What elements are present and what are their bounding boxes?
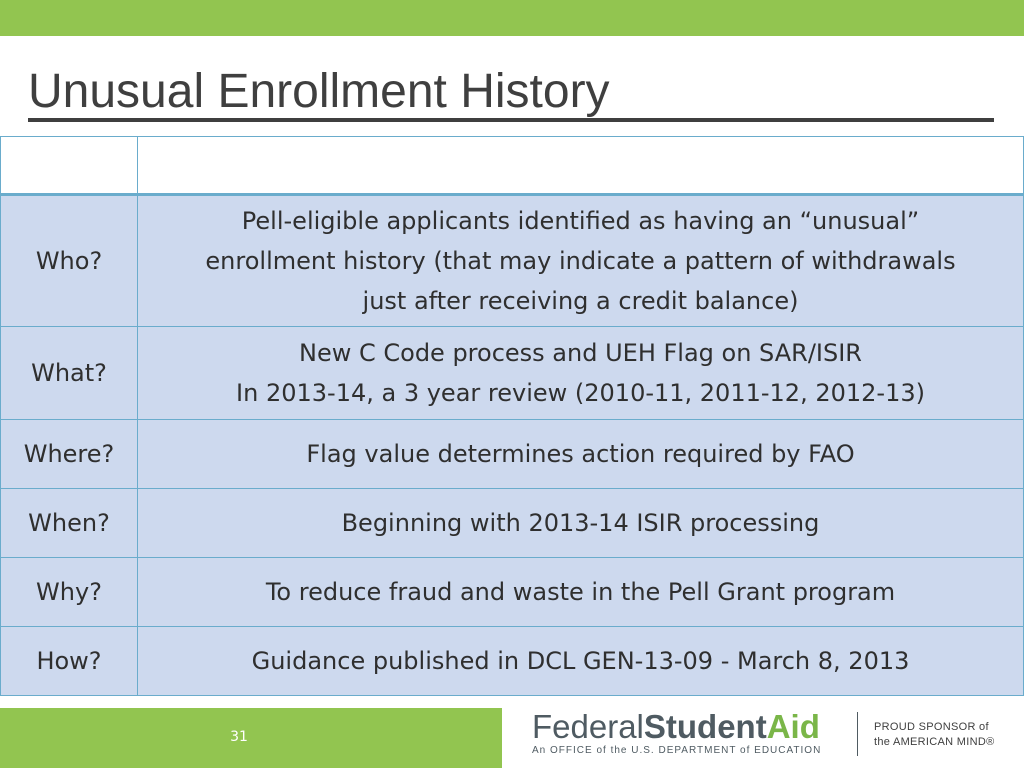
answer-cell bbox=[138, 558, 1024, 627]
question-cell: What? bbox=[1, 327, 138, 420]
question-cell: Why? bbox=[1, 558, 138, 627]
answer-line: Beginning with 2013-14 ISIR processing bbox=[341, 509, 820, 537]
answer-cell bbox=[138, 327, 1024, 420]
question-cell: Where? bbox=[1, 420, 138, 489]
answer-line: New C Code process and UEH Flag on SAR/ISIR bbox=[299, 339, 862, 367]
logo-student-text: Student bbox=[643, 708, 767, 745]
answer-line: Flag value determines action required by FAO bbox=[306, 440, 855, 468]
answer-line: just after receiving a credit balance) bbox=[362, 287, 799, 315]
answer-cell bbox=[138, 489, 1024, 558]
federal-student-aid-logo bbox=[532, 708, 1012, 762]
table-row-who bbox=[1, 195, 1024, 327]
top-accent-bar bbox=[0, 0, 1024, 36]
logo-divider bbox=[857, 712, 858, 756]
question-cell: When? bbox=[1, 489, 138, 558]
logo-federal-text: Federal bbox=[532, 708, 644, 745]
logo-wordmark bbox=[532, 708, 820, 746]
table-row-where bbox=[1, 420, 1024, 489]
sponsor-line-2: the AMERICAN MIND® bbox=[874, 736, 995, 748]
sponsor-tagline bbox=[874, 720, 994, 750]
logo-subtitle: An OFFICE of the U.S. DEPARTMENT of EDUCATION bbox=[532, 745, 822, 756]
logo-aid-text: Aid bbox=[766, 708, 820, 745]
sponsor-line-1: PROUD SPONSOR of bbox=[874, 721, 989, 733]
question-cell: How? bbox=[1, 627, 138, 696]
table-header-row bbox=[1, 137, 1024, 195]
page-number: 31 bbox=[230, 729, 248, 745]
slide-title: Unusual Enrollment History bbox=[28, 65, 610, 118]
info-table bbox=[0, 136, 1024, 696]
answer-line: enrollment history (that may indicate a pattern of withdrawals bbox=[205, 247, 956, 275]
question-cell: Who? bbox=[1, 195, 138, 327]
answer-cell bbox=[138, 627, 1024, 696]
answer-line: Pell-eligible applicants identified as having an “unusual” bbox=[241, 207, 920, 235]
table-row-what bbox=[1, 327, 1024, 420]
answer-cell bbox=[138, 195, 1024, 327]
title-underline bbox=[28, 118, 994, 122]
table-header-cell-left bbox=[1, 137, 138, 195]
answer-line: To reduce fraud and waste in the Pell Grant program bbox=[265, 578, 896, 606]
table-row-how bbox=[1, 627, 1024, 696]
table-row-why bbox=[1, 558, 1024, 627]
table-header-cell-right bbox=[138, 137, 1024, 195]
answer-line: Guidance published in DCL GEN-13-09 - March 8, 2013 bbox=[251, 647, 910, 675]
answer-cell bbox=[138, 420, 1024, 489]
table-row-when bbox=[1, 489, 1024, 558]
answer-line: In 2013-14, a 3 year review (2010-11, 2011-12, 2012-13) bbox=[236, 379, 925, 407]
